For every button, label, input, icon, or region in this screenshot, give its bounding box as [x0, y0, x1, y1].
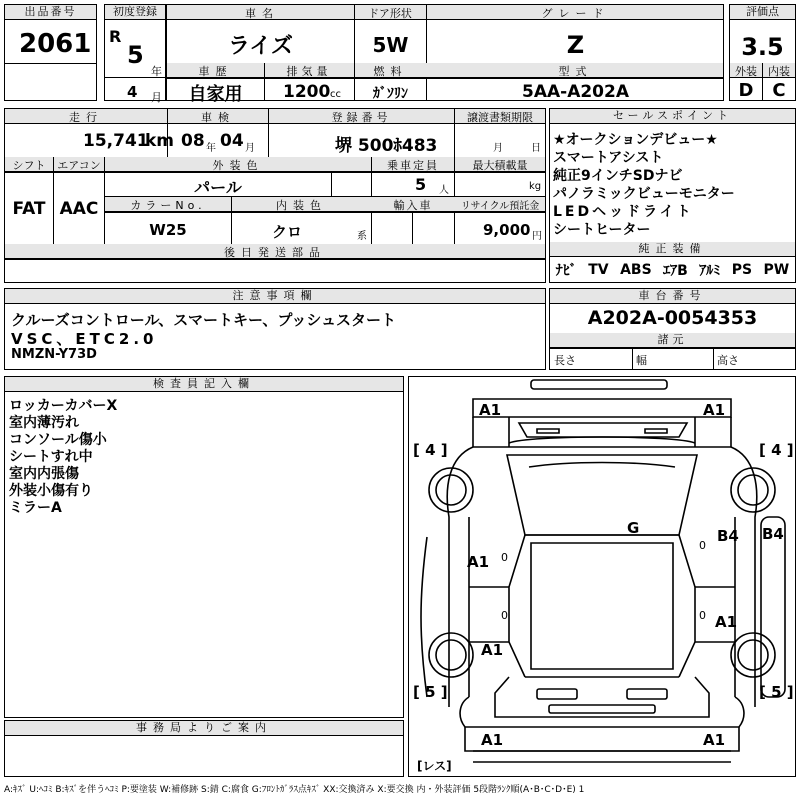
exterior-header: 外装 [735, 65, 757, 78]
damage-mark-right-fender: B4 [762, 525, 784, 543]
inspector-line: 外装小傷有り [9, 483, 93, 499]
fuel: ｶﾞｿﾘﾝ [373, 86, 408, 102]
vehicle-info-box [4, 108, 546, 283]
sales-points-header: セールスポイント [550, 109, 795, 124]
sales-point-item: スマートアシスト [553, 150, 664, 166]
height-label: 高さ [717, 354, 739, 367]
tire-right-front: [ 4 ] [759, 441, 794, 459]
door-zero-mark: 0 [699, 609, 706, 622]
aircon-header: エアコン [57, 159, 101, 172]
equipment-item: ｱﾙﾐ [699, 263, 721, 279]
reg-year: 5 [127, 41, 144, 69]
sales-point-item: シートヒーター [553, 222, 651, 238]
history: 自家用 [188, 84, 243, 105]
sales-point-item: 純正9インチSDナビ [553, 168, 683, 184]
aircon-value: AAC [59, 199, 99, 219]
lot-number-box [4, 4, 97, 101]
office-box [4, 720, 404, 777]
inspection-year-unit: 年 [206, 143, 216, 154]
int-color-header: 内装色 [276, 199, 327, 212]
inspector-line: コンソール傷小 [9, 432, 107, 448]
notes-line: NMZN-Y73D [11, 347, 97, 362]
chassis-box [549, 288, 796, 370]
damage-mark-left-door: A1 [467, 553, 490, 571]
tire-right-rear: [ 5 ] [759, 683, 794, 701]
reg-month: 4 [127, 83, 138, 101]
overall-rating: 3.5 [741, 33, 784, 61]
ext-color-header: 外装色 [212, 159, 264, 172]
history-header: 車歴 [198, 65, 233, 78]
rating-header: 評価点 [730, 5, 795, 20]
model-type: 5AA-A202A [522, 82, 629, 102]
equipment-item: PS [731, 262, 753, 278]
inspection-header: 車検 [201, 111, 235, 124]
spare-tire-mark: [レス] [417, 759, 452, 773]
era: R [109, 27, 122, 46]
plate-number: 堺 500ﾎ483 [335, 136, 438, 156]
damage-mark-rear-right: A1 [703, 731, 726, 749]
displacement: 1200 [283, 82, 331, 102]
max-load-header: 最大積載量 [472, 159, 528, 172]
damage-mark-left-rear: A1 [481, 641, 504, 659]
equipment-header: 純正装備 [550, 242, 795, 257]
damage-mark-right-rear-door: A1 [715, 613, 738, 631]
ext-color: パール [194, 178, 242, 197]
door-zero-mark: 0 [501, 609, 508, 622]
tire-left-rear: [ 5 ] [413, 683, 448, 701]
recycle-header: リサイクル預託金 [460, 201, 540, 212]
inspection-month-unit: 月 [245, 143, 255, 154]
equipment-item: PW [763, 262, 790, 278]
inspection-month: 04 [220, 131, 244, 151]
recycle-amount: 9,000 [483, 221, 531, 239]
mileage-header: 走行 [69, 111, 103, 124]
lot-number: 2061 [19, 29, 92, 59]
car-name-header: 車名 [245, 7, 279, 20]
damage-mark-front-right: A1 [703, 401, 726, 419]
damage-mark-right-front-door: B4 [717, 527, 739, 545]
tire-left-front: [ 4 ] [413, 441, 448, 459]
damage-diagram [408, 376, 796, 777]
notes-box [4, 288, 546, 370]
equipment-item: ﾅﾋﾞ [555, 263, 577, 279]
dims-header: 諸元 [550, 333, 795, 348]
max-load-unit: kg [529, 181, 542, 192]
exterior-grade: D [738, 80, 754, 101]
inspector-line: 室内内張傷 [9, 466, 79, 482]
color-no-header: カラーNo. [130, 199, 206, 212]
damage-mark-roof: G [627, 519, 640, 537]
recycle-unit: 円 [532, 231, 542, 242]
int-color-unit: 系 [357, 231, 367, 242]
fuel-header: 燃料 [373, 65, 408, 78]
import-header: 輸入車 [393, 199, 433, 212]
sales-points-box [549, 108, 796, 283]
year-unit: 年 [151, 65, 162, 78]
door-zero-mark: 0 [501, 551, 508, 564]
deadline-day-unit: 日 [531, 143, 541, 154]
notes-header: 注意事項欄 [5, 289, 545, 304]
chassis-header: 車台番号 [550, 289, 795, 304]
later-parts-header: 後日発送部品 [224, 246, 326, 259]
first-registration-box [104, 4, 166, 104]
lot-number-header: 出品番号 [5, 5, 96, 20]
inspector-line: シートすれ中 [9, 449, 93, 465]
damage-mark-front-left: A1 [479, 401, 502, 419]
door-type: 5W [372, 33, 409, 57]
inspector-line: 室内薄汚れ [9, 415, 79, 431]
mileage-unit: km [145, 131, 175, 151]
length-label: 長さ [554, 354, 576, 367]
door-zero-mark: 0 [699, 539, 706, 552]
displacement-header: 排気量 [286, 65, 332, 78]
damage-mark-rear-left: A1 [481, 731, 504, 749]
displacement-unit: cc [330, 89, 341, 100]
sales-point-item: LEDヘッドライト [553, 204, 694, 220]
notes-line: VSC、ETC2.0 [11, 330, 158, 348]
equipment-list [550, 259, 795, 281]
inspector-header: 検査員記入欄 [5, 377, 403, 392]
equipment-item: ABS [620, 262, 652, 278]
shift-value: FAT [12, 199, 46, 219]
int-color: クロ [271, 223, 302, 241]
legend: A:ｷｽﾞ U:ﾍｺﾐ B:ｷｽﾞを伴うﾍｺﾐ P:要塗装 W:補修跡 S:錆 C:腐食 G:ﾌﾛﾝﾄｶﾞﾗｽ点ｷｽﾞ XX:交換済み X:要交換 内・外装評価 5段階ﾗﾝｸ順(A･B･C･D･E) 1 [4, 785, 585, 795]
car-name: ライズ [227, 34, 294, 59]
rating-box [729, 4, 796, 101]
chassis-number: A202A-0054353 [587, 307, 758, 329]
office-header: 事務局よりご案内 [5, 721, 403, 736]
capacity-header: 乗車定員 [387, 159, 439, 172]
color-no: W25 [149, 221, 187, 239]
door-type-header: ドア形状 [368, 7, 412, 20]
capacity: 5 [415, 175, 427, 194]
car-outline-diagram [409, 377, 795, 776]
notes-line: クルーズコントロール、スマートキー、プッシュスタート [11, 311, 397, 329]
inspector-line: ロッカーカバーX [9, 398, 118, 414]
mileage: 15,741 [83, 131, 149, 151]
capacity-unit: 人 [439, 185, 449, 196]
first-registration-header: 初度登録 [105, 5, 165, 20]
sales-point-item: ★オークションデビュー★ [553, 132, 718, 148]
transfer-deadline-header: 譲渡書類期限 [467, 111, 533, 124]
sales-point-item: パノラミックビューモニター [553, 186, 735, 202]
model-type-header: 型式 [558, 65, 593, 78]
shift-header: シフト [12, 159, 46, 172]
month-unit: 月 [151, 91, 162, 104]
inspector-box [4, 376, 404, 718]
interior-header: 内装 [768, 65, 790, 78]
inspection-year: 08 [181, 131, 205, 151]
grade: Z [566, 31, 585, 59]
deadline-month-unit: 月 [493, 143, 503, 154]
width-label: 幅 [636, 354, 647, 367]
interior-grade: C [772, 80, 786, 101]
inspector-line: ミラーA [9, 500, 62, 516]
equipment-item: ｴｱB [663, 263, 688, 279]
grade-header: グレード [541, 7, 610, 20]
equipment-item: TV [588, 262, 609, 278]
plate-header: 登録番号 [331, 111, 392, 124]
car-spec-box [166, 4, 724, 105]
